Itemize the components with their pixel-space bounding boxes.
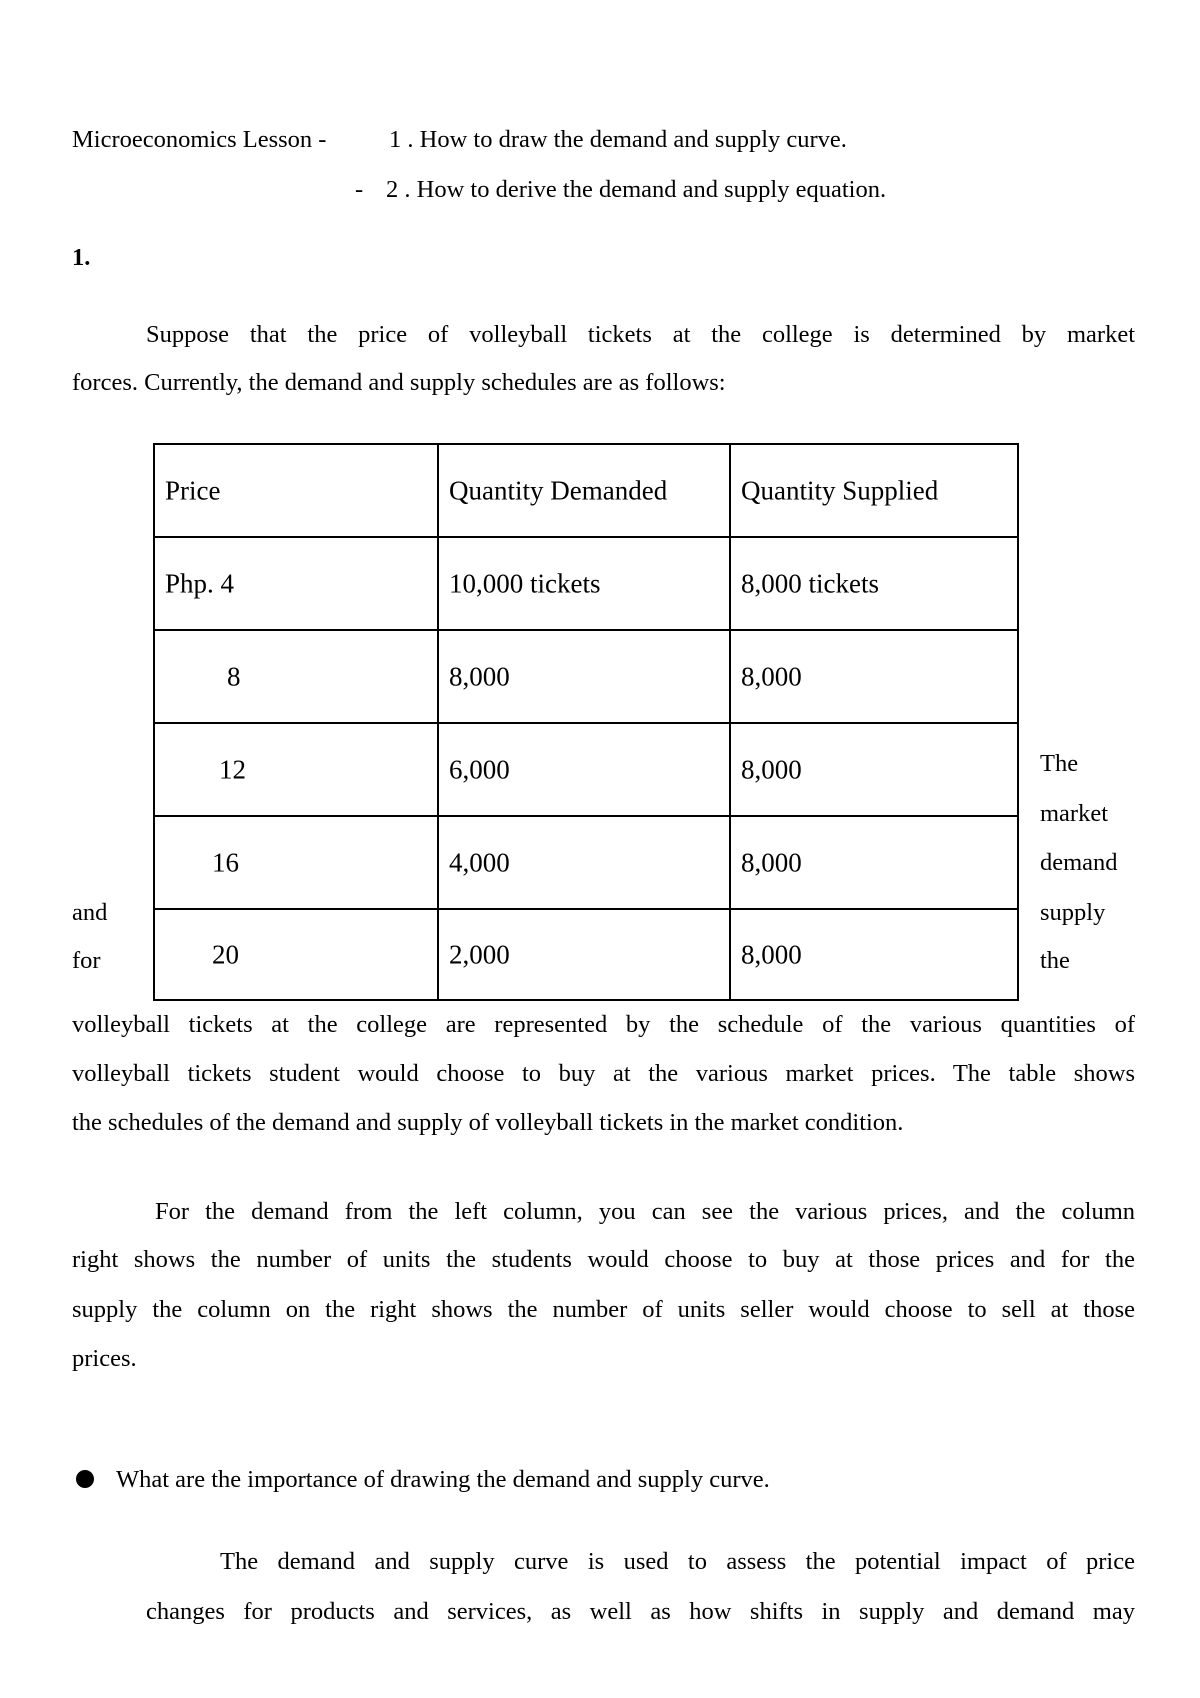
- cell-quantity-supplied: 8,000 tickets: [741, 568, 879, 598]
- cell-quantity-demanded: 8,000: [439, 631, 731, 722]
- table-row: [155, 538, 1017, 631]
- side-word: and: [72, 899, 108, 926]
- intro-line-1: Suppose that the price of volleyball tickets at the college is determined by market: [146, 321, 1135, 348]
- cell-quantity-supplied: 8,000: [741, 939, 802, 969]
- bullet-icon: [76, 1470, 94, 1488]
- cell-quantity-supplied: 8,000: [741, 847, 802, 877]
- paragraph-line: For the demand from the left column, you can see the various prices, and the column: [155, 1198, 1135, 1225]
- table-row: [155, 724, 1017, 817]
- answer-line: The demand and supply curve is used to assess the potential impact of price: [220, 1548, 1135, 1575]
- cell-price: 20: [155, 910, 439, 999]
- table-row: [155, 910, 1017, 999]
- side-word: the: [1040, 947, 1070, 974]
- demand-supply-table: [153, 443, 1019, 1001]
- lesson-item-1: 1 . How to draw the demand and supply curve.: [389, 126, 847, 153]
- lesson-title: Microeconomics Lesson -: [72, 126, 327, 153]
- paragraph-line: volleyball tickets student would choose to buy at the various market prices. The table shows: [72, 1060, 1135, 1087]
- cell-quantity-supplied: 8,000: [741, 754, 802, 784]
- side-word: demand: [1040, 849, 1118, 876]
- side-word: market: [1040, 800, 1109, 827]
- paragraph-line: right shows the number of units the students would choose to buy at those prices and for the: [72, 1246, 1135, 1273]
- cell-price: 8: [155, 631, 439, 722]
- side-word: supply: [1040, 899, 1106, 926]
- table-row: [155, 631, 1017, 724]
- table-row: [155, 817, 1017, 910]
- cell-price: 16: [155, 817, 439, 908]
- paragraph-line: prices.: [72, 1345, 137, 1372]
- side-word: for: [72, 947, 101, 974]
- cell-price: Php. 4: [155, 538, 439, 629]
- answer-line: changes for products and services, as well as how shifts in supply and demand may: [146, 1598, 1135, 1625]
- header-quantity-supplied: Quantity Supplied: [741, 475, 939, 505]
- header-quantity-demanded: Quantity Demanded: [439, 445, 731, 536]
- lesson-item-2: 2 . How to derive the demand and supply equation.: [386, 176, 887, 203]
- cell-quantity-supplied: 8,000: [741, 661, 802, 691]
- cell-quantity-demanded: 6,000: [439, 724, 731, 815]
- paragraph-line: the schedules of the demand and supply of volleyball tickets in the market condition.: [72, 1109, 904, 1136]
- section-number: 1.: [72, 244, 91, 271]
- bullet-question: What are the importance of drawing the demand and supply curve.: [116, 1466, 770, 1493]
- paragraph-line: volleyball tickets at the college are represented by the schedule of the various quantities of: [72, 1011, 1135, 1038]
- paragraph-line: supply the column on the right shows the number of units seller would choose to sell at those: [72, 1296, 1135, 1323]
- header-price: Price: [155, 445, 439, 536]
- side-word: The: [1040, 750, 1079, 777]
- lesson-item-dash: -: [355, 176, 364, 203]
- intro-line-2: forces. Currently, the demand and supply schedules are as follows:: [72, 369, 726, 396]
- cell-quantity-demanded: 4,000: [439, 817, 731, 908]
- cell-price: 12: [155, 724, 439, 815]
- cell-quantity-demanded: 10,000 tickets: [439, 538, 731, 629]
- table-header-row: [155, 445, 1017, 538]
- cell-quantity-demanded: 2,000: [439, 910, 731, 999]
